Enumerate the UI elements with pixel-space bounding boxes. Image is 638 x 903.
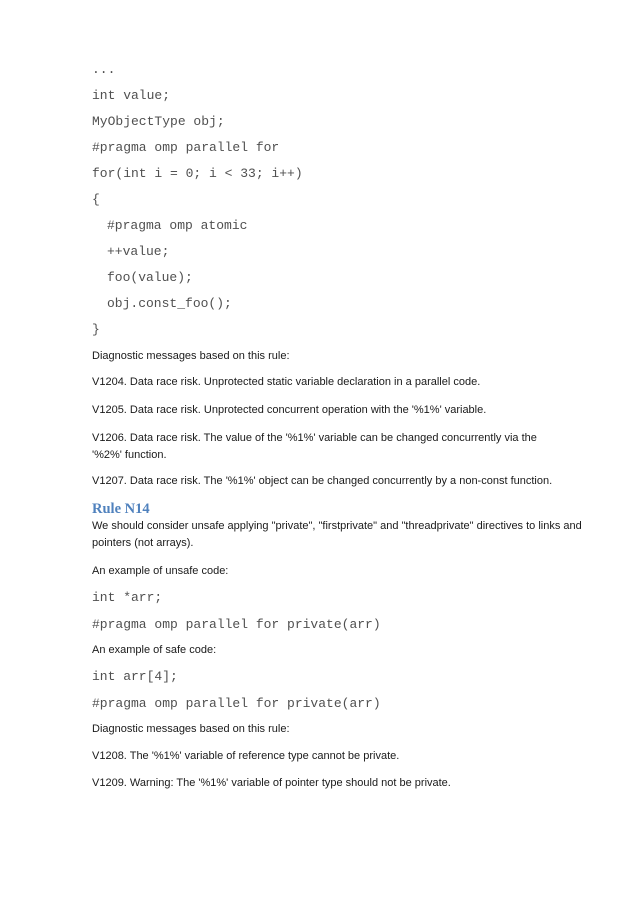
unsafe-code-line: int *arr; [92,590,163,605]
unsafe-example-intro: An example of unsafe code: [92,565,229,577]
diagnostics-intro: Diagnostic messages based on this rule: [92,350,290,362]
diagnostic-message: V1204. Data race risk. Unprotected static variable declaration in a parallel code. [92,376,481,388]
code-line: } [92,322,100,337]
diagnostic-message: V1208. The '%1%' variable of reference type cannot be private. [92,750,400,762]
rule-description: We should consider unsafe applying "private", "firstprivate" and "threadprivate" directives to links and pointers (not arrays). [92,520,582,549]
diagnostic-message: V1209. Warning: The '%1%' variable of pointer type should not be private. [92,777,451,789]
safe-example-intro: An example of safe code: [92,644,217,656]
code-line: int value; [92,88,171,103]
safe-code-line: int arr[4]; [92,669,178,684]
code-line: foo(value); [107,270,193,285]
rule-heading: Rule N14 [92,501,150,517]
code-line: #pragma omp parallel for [92,140,280,155]
code-line: obj.const_foo(); [107,296,232,311]
code-line: #pragma omp atomic [107,218,248,233]
code-line: { [92,192,100,207]
unsafe-code-line: #pragma omp parallel for private(arr) [92,617,381,632]
diagnostic-message: V1205. Data race risk. Unprotected concurrent operation with the '%1%' variable. [92,404,487,416]
code-line: MyObjectType obj; [92,114,225,129]
code-line: for(int i = 0; i < 33; i++) [92,166,303,181]
safe-code-line: #pragma omp parallel for private(arr) [92,696,381,711]
diagnostic-message: V1206. Data race risk. The value of the '%1%' variable can be changed concurrently via the '%2%' function. [92,432,537,461]
diagnostic-message: V1207. Data race risk. The '%1%' object can be changed concurrently by a non-const function. [92,475,553,487]
code-line: ... [92,62,116,77]
diagnostics-intro: Diagnostic messages based on this rule: [92,723,290,735]
code-line: ++value; [107,244,170,259]
